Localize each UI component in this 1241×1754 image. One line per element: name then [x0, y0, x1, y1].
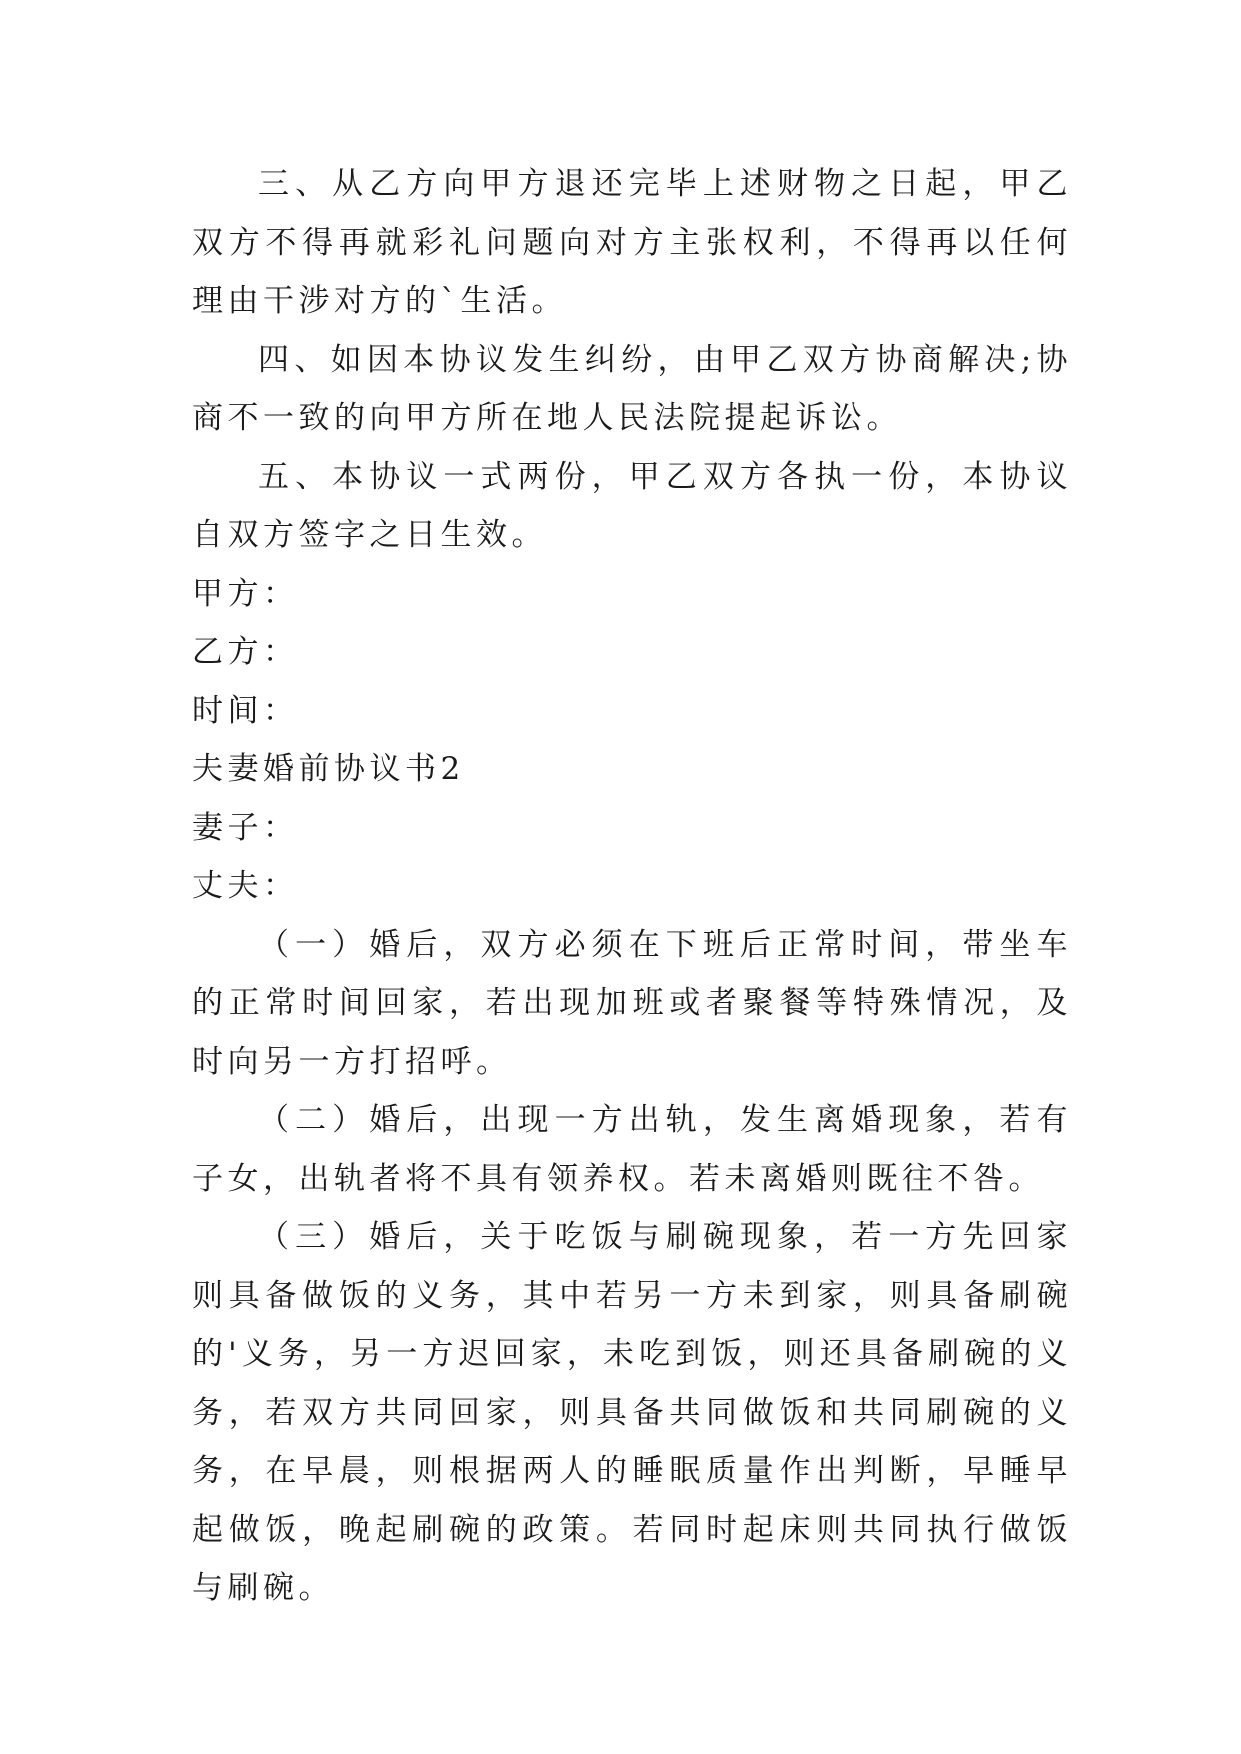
section-title: 夫妻婚前协议书2 — [192, 751, 465, 787]
clause-item-3: （三）婚后，关于吃饭与刷碗现象，若一方先回家则具备做饭的义务，其中若另一方未到家，则具备刷碗的'义务，另一方迟回家，未吃到饭，则还具备刷碗的义务，若双方共同回家，则具备共同做饭和共同刷碗的义务，在早晨，则根据两人的睡眠质量作出判断，早睡早起做饭，晚起刷碗的政策。若同时起床则共同执行做饭与刷碗。 — [192, 1219, 1072, 1606]
party-husband: 丈夫： — [192, 868, 299, 904]
signature-party-b: 乙方： — [192, 634, 299, 670]
party-wife: 妻子： — [192, 809, 299, 846]
signature-date: 时间： — [192, 692, 299, 729]
paragraph-clause-3: 三、从乙方向甲方退还完毕上述财物之日起，甲乙双方不得再就彩礼问题向对方主张权利，不得再以任何理由干涉对方的`生活。 — [192, 166, 1072, 319]
paragraph-clause-5: 五、本协议一式两份，甲乙双方各执一份，本协议自双方签字之日生效。 — [192, 458, 1072, 553]
clause-item-2: （二）婚后，出现一方出轨，发生离婚现象，若有子女，出轨者将不具有领养权。若未离婚则既往不咎。 — [192, 1102, 1072, 1197]
signature-party-a: 甲方： — [192, 575, 299, 612]
clause-item-1: （一）婚后，双方必须在下班后正常时间，带坐车的正常时间回家，若出现加班或者聚餐等特殊情况，及时向另一方打招呼。 — [192, 926, 1072, 1080]
document-body — [192, 155, 1072, 1618]
paragraph-clause-4: 四、如因本协议发生纠纷，由甲乙双方协商解决;协商不一致的向甲方所在地人民法院提起诉讼。 — [192, 341, 1072, 436]
